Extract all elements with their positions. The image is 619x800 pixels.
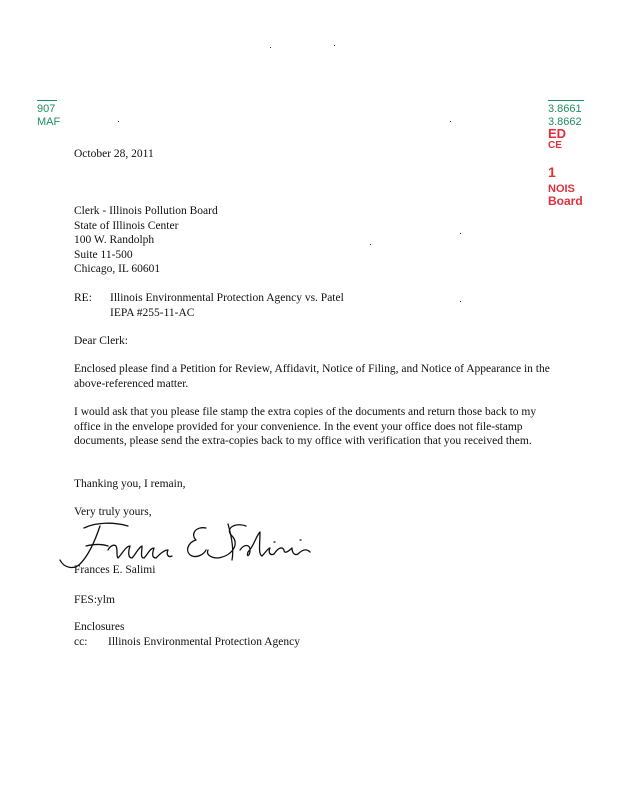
body-paragraph-1: Enclosed please find a Petition for Review, Affidavit, Notice of Filing, and Notice of Appearance in the above-referenced matter.	[74, 363, 550, 390]
letterhead-right-fragment	[548, 100, 584, 129]
stamp-line4: NOIS	[548, 183, 575, 195]
scan-speck	[450, 121, 451, 122]
recipient-line4: Suite 11-500	[74, 248, 133, 261]
stamp-line5: Board	[548, 194, 583, 208]
re-subject	[110, 291, 344, 320]
cc-label: cc:	[74, 636, 88, 648]
closing-valediction: Very truly yours,	[74, 506, 152, 518]
letterhead-left-fragment	[37, 100, 60, 129]
letterhead-rule	[37, 100, 57, 101]
letter-date: October 28, 2011	[74, 148, 154, 160]
letterhead-rule	[548, 100, 584, 101]
scan-speck	[460, 233, 461, 234]
signer-name: Frances E. Salimi	[74, 564, 156, 576]
typist-initials: FES:ylm	[74, 594, 115, 606]
signature-stroke	[86, 545, 108, 547]
re-line2: IEPA #255-11-AC	[110, 306, 195, 319]
scan-speck	[270, 47, 271, 48]
received-stamp	[548, 128, 583, 207]
recipient-line2: State of Illinois Center	[74, 219, 179, 232]
re-label: RE:	[74, 292, 92, 304]
letterhead-right-line2: 3.8662	[548, 116, 582, 128]
scan-speck	[370, 244, 371, 245]
scan-speck	[334, 45, 335, 46]
letterhead-left-line2: MAF	[37, 116, 61, 128]
signature-stroke	[108, 545, 172, 558]
cc-recipient: Illinois Environmental Protection Agency	[108, 636, 300, 648]
recipient-line1: Clerk - Illinois Pollution Board	[74, 205, 218, 217]
signature-stroke	[240, 532, 310, 556]
stamp-line2: CE	[548, 140, 562, 151]
scan-speck	[460, 301, 461, 302]
closing-thanks: Thanking you, I remain,	[74, 478, 186, 490]
body-paragraph-2: I would ask that you please file stamp the extra copies of the documents and return those back to my office in the envelope provided for your convenience. In the event your office does not file-stamp documents, please send the extra-copies back to my office with verification that you received them.	[74, 406, 537, 447]
stamp-line1: ED	[548, 126, 567, 141]
signature-stroke	[60, 526, 100, 567]
recipient-address	[74, 204, 218, 277]
signature-stroke	[84, 523, 128, 528]
salutation: Dear Clerk:	[74, 335, 128, 347]
stamp-line3: 1	[548, 164, 556, 180]
re-line1: Illinois Environmental Protection Agency vs. Patel	[110, 292, 344, 304]
signature-stroke	[207, 525, 246, 558]
letterhead-right-line1: 3.8661	[548, 103, 582, 115]
signature-dot	[274, 540, 301, 542]
recipient-line5: Chicago, IL 60601	[74, 263, 161, 275]
signature-stroke	[188, 528, 206, 557]
recipient-line3: 100 W. Randolph	[74, 234, 155, 246]
scan-speck	[118, 121, 119, 122]
enclosures-label: Enclosures	[74, 621, 125, 633]
letterhead-left-line1: 907	[37, 103, 56, 115]
